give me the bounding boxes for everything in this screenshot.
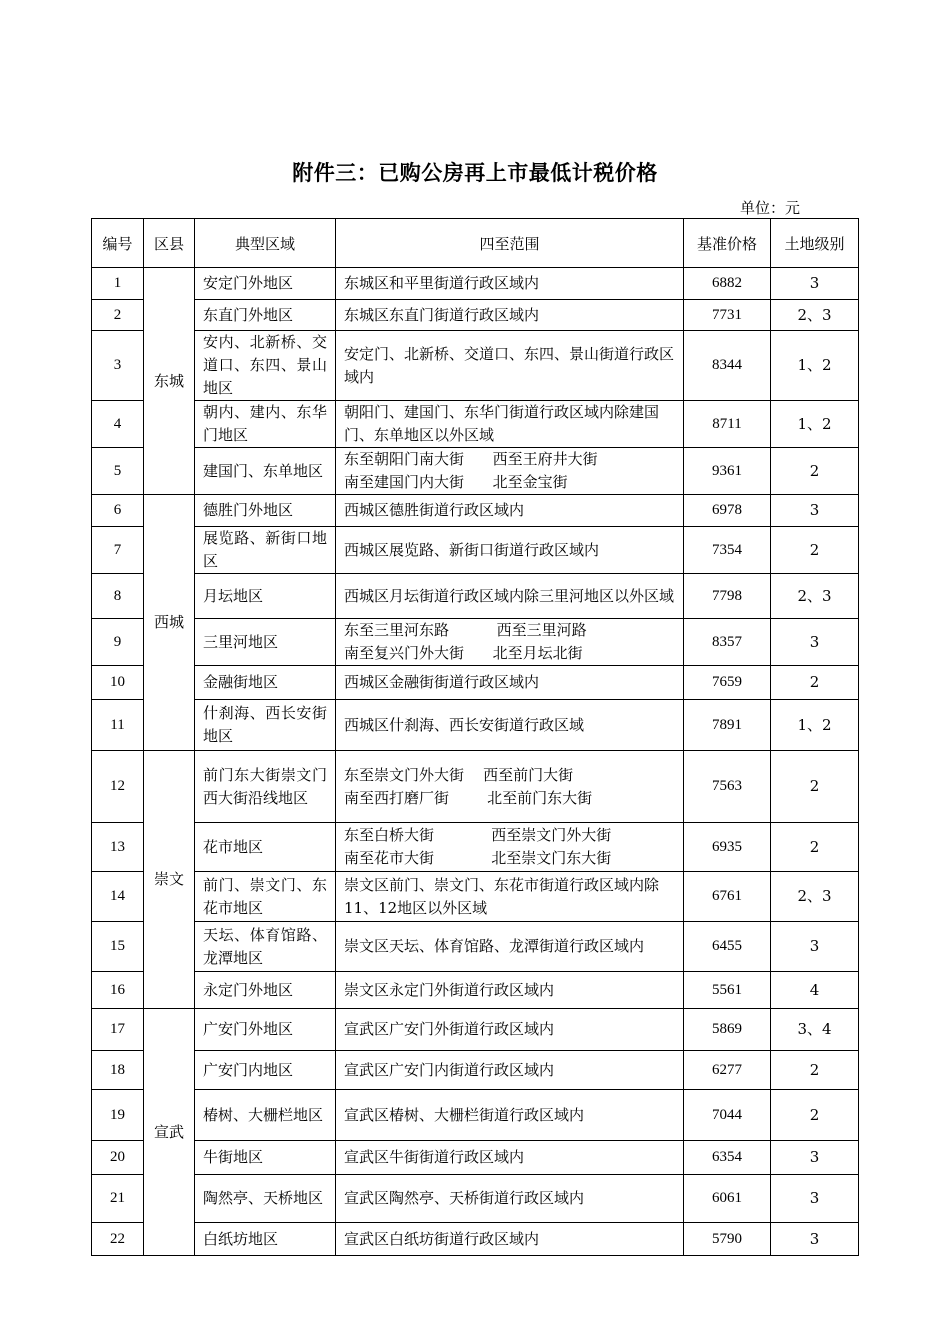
tax-price-table bbox=[91, 218, 859, 1256]
land-level-cell: 2、3 bbox=[771, 872, 859, 922]
scope-line: 崇文区天坛、体育馆路、龙潭街道行政区域内 bbox=[344, 937, 645, 955]
table-row bbox=[92, 972, 859, 1009]
row-number: 15 bbox=[92, 922, 144, 972]
scope-line: 东城区和平里街道行政区域内 bbox=[344, 274, 540, 292]
row-number: 18 bbox=[92, 1051, 144, 1090]
row-number: 19 bbox=[92, 1090, 144, 1141]
scope-line: 崇文区前门、崇文门、东花市街道行政区域内除11、12地区以外区域 bbox=[344, 875, 660, 917]
base-price-cell: 7731 bbox=[684, 300, 771, 331]
table-row bbox=[92, 1175, 859, 1223]
row-number: 22 bbox=[92, 1223, 144, 1256]
scope-cell bbox=[336, 1009, 684, 1051]
row-number: 2 bbox=[92, 300, 144, 331]
row-number: 1 bbox=[92, 268, 144, 300]
typical-area-cell: 白纸坊地区 bbox=[195, 1223, 336, 1256]
land-level-cell: 2 bbox=[771, 1090, 859, 1141]
page-title: 附件三：已购公房再上市最低计税价格 bbox=[292, 160, 658, 185]
scope-line: 南至西打磨厂街 北至前门东大街 bbox=[344, 788, 593, 807]
typical-area-cell: 东直门外地区 bbox=[195, 300, 336, 331]
header-district: 区县 bbox=[144, 219, 195, 268]
base-price-cell: 5561 bbox=[684, 972, 771, 1009]
scope-cell bbox=[336, 331, 684, 401]
table-row bbox=[92, 666, 859, 700]
typical-area-cell: 前门、崇文门、东花市地区 bbox=[195, 872, 336, 922]
row-number: 14 bbox=[92, 872, 144, 922]
base-price-cell: 7891 bbox=[684, 700, 771, 751]
land-level-cell: 3 bbox=[771, 1141, 859, 1175]
row-number: 9 bbox=[92, 619, 144, 666]
land-level-cell: 2、3 bbox=[771, 574, 859, 619]
base-price-cell: 6061 bbox=[684, 1175, 771, 1223]
table-row bbox=[92, 268, 859, 300]
scope-line: 宣武区陶然亭、天桥街道行政区域内 bbox=[344, 1189, 585, 1207]
table-row bbox=[92, 751, 859, 823]
row-number: 3 bbox=[92, 331, 144, 401]
district-cell: 崇文 bbox=[144, 751, 195, 1009]
table-row bbox=[92, 922, 859, 972]
table-row bbox=[92, 1223, 859, 1256]
table-row bbox=[92, 1090, 859, 1141]
base-price-cell: 7563 bbox=[684, 751, 771, 823]
land-level-cell: 2 bbox=[771, 666, 859, 700]
scope-cell bbox=[336, 872, 684, 922]
scope-cell bbox=[336, 1090, 684, 1141]
scope-cell bbox=[336, 401, 684, 448]
land-level-cell: 3、4 bbox=[771, 1009, 859, 1051]
scope-line: 西城区什刹海、西长安街道行政区域 bbox=[344, 715, 585, 734]
land-level-cell: 2 bbox=[771, 1051, 859, 1090]
district-cell: 宣武 bbox=[144, 1009, 195, 1256]
base-price-cell: 8711 bbox=[684, 401, 771, 448]
scope-line: 东至朝阳门南大街 西至王府井大街 bbox=[344, 450, 598, 468]
land-level-cell: 3 bbox=[771, 619, 859, 666]
typical-area-cell: 什刹海、西长安街地区 bbox=[195, 700, 336, 751]
table-row bbox=[92, 823, 859, 872]
typical-area-cell: 花市地区 bbox=[195, 823, 336, 872]
table-row bbox=[92, 401, 859, 448]
scope-line: 宣武区广安门内街道行政区域内 bbox=[344, 1060, 555, 1079]
header-number: 编号 bbox=[92, 219, 144, 268]
scope-cell bbox=[336, 1141, 684, 1175]
header-typical-area: 典型区域 bbox=[195, 219, 336, 268]
base-price-cell: 6882 bbox=[684, 268, 771, 300]
scope-cell bbox=[336, 300, 684, 331]
row-number: 8 bbox=[92, 574, 144, 619]
land-level-cell: 3 bbox=[771, 495, 859, 527]
district-cell: 西城 bbox=[144, 495, 195, 751]
typical-area-cell: 朝内、建内、东华门地区 bbox=[195, 401, 336, 448]
base-price-cell: 5790 bbox=[684, 1223, 771, 1256]
scope-cell bbox=[336, 1051, 684, 1090]
base-price-cell: 7798 bbox=[684, 574, 771, 619]
land-level-cell: 3 bbox=[771, 1175, 859, 1223]
base-price-cell: 7659 bbox=[684, 666, 771, 700]
table-row bbox=[92, 448, 859, 495]
table-row bbox=[92, 527, 859, 574]
scope-line: 东至三里河东路 西至三里河路 bbox=[344, 621, 587, 639]
typical-area-cell: 牛街地区 bbox=[195, 1141, 336, 1175]
district-cell: 东城 bbox=[144, 268, 195, 495]
typical-area-cell: 广安门内地区 bbox=[195, 1051, 336, 1090]
typical-area-cell: 月坛地区 bbox=[195, 574, 336, 619]
row-number: 13 bbox=[92, 823, 144, 872]
table-header-row bbox=[92, 219, 859, 268]
land-level-cell: 2 bbox=[771, 527, 859, 574]
base-price-cell: 5869 bbox=[684, 1009, 771, 1051]
land-level-cell: 1、2 bbox=[771, 401, 859, 448]
row-number: 6 bbox=[92, 495, 144, 527]
scope-cell bbox=[336, 448, 684, 495]
scope-line: 西城区展览路、新街口街道行政区域内 bbox=[344, 540, 600, 559]
scope-cell bbox=[336, 922, 684, 972]
scope-cell bbox=[336, 1175, 684, 1223]
base-price-cell: 6761 bbox=[684, 872, 771, 922]
table-row bbox=[92, 872, 859, 922]
row-number: 21 bbox=[92, 1175, 144, 1223]
table-row bbox=[92, 574, 859, 619]
base-price-cell: 6354 bbox=[684, 1141, 771, 1175]
table-row bbox=[92, 495, 859, 527]
row-number: 7 bbox=[92, 527, 144, 574]
land-level-cell: 3 bbox=[771, 268, 859, 300]
base-price-cell: 6978 bbox=[684, 495, 771, 527]
land-level-cell: 1、2 bbox=[771, 331, 859, 401]
scope-line: 西城区金融街街道行政区域内 bbox=[344, 673, 540, 691]
typical-area-cell: 永定门外地区 bbox=[195, 972, 336, 1009]
header-boundary-scope: 四至范围 bbox=[336, 219, 684, 268]
scope-cell bbox=[336, 495, 684, 527]
base-price-cell: 8344 bbox=[684, 331, 771, 401]
row-number: 11 bbox=[92, 700, 144, 751]
typical-area-cell: 广安门外地区 bbox=[195, 1009, 336, 1051]
typical-area-cell: 安内、北新桥、交道口、东四、景山地区 bbox=[195, 331, 336, 401]
scope-line: 东城区东直门街道行政区域内 bbox=[344, 305, 540, 324]
scope-line: 南至花市大街 北至崇文门东大街 bbox=[344, 849, 612, 867]
scope-cell bbox=[336, 574, 684, 619]
typical-area-cell: 椿树、大栅栏地区 bbox=[195, 1090, 336, 1141]
scope-cell bbox=[336, 823, 684, 872]
scope-cell bbox=[336, 619, 684, 666]
scope-line: 南至建国门内大街 北至金宝街 bbox=[344, 473, 568, 491]
scope-line: 宣武区白纸坊街道行政区域内 bbox=[344, 1229, 540, 1248]
base-price-cell: 6935 bbox=[684, 823, 771, 872]
scope-cell bbox=[336, 751, 684, 823]
scope-cell bbox=[336, 972, 684, 1009]
land-level-cell: 2 bbox=[771, 823, 859, 872]
scope-line: 南至复兴门外大街 北至月坛北街 bbox=[344, 644, 583, 662]
scope-cell bbox=[336, 527, 684, 574]
row-number: 20 bbox=[92, 1141, 144, 1175]
land-level-cell: 2 bbox=[771, 448, 859, 495]
land-level-cell: 3 bbox=[771, 922, 859, 972]
row-number: 5 bbox=[92, 448, 144, 495]
row-number: 4 bbox=[92, 401, 144, 448]
land-level-cell: 2、3 bbox=[771, 300, 859, 331]
typical-area-cell: 建国门、东单地区 bbox=[195, 448, 336, 495]
scope-line: 宣武区椿树、大栅栏街道行政区域内 bbox=[344, 1105, 585, 1124]
typical-area-cell: 前门东大街崇文门西大街沿线地区 bbox=[195, 751, 336, 823]
row-number: 12 bbox=[92, 751, 144, 823]
typical-area-cell: 天坛、体育馆路、龙潭地区 bbox=[195, 922, 336, 972]
scope-line: 西城区德胜街道行政区域内 bbox=[344, 501, 525, 519]
typical-area-cell: 展览路、新街口地区 bbox=[195, 527, 336, 574]
table-row bbox=[92, 1051, 859, 1090]
land-level-cell: 3 bbox=[771, 1223, 859, 1256]
scope-line: 崇文区永定门外街道行政区域内 bbox=[344, 980, 555, 999]
header-land-level: 土地级别 bbox=[771, 219, 859, 268]
base-price-cell: 9361 bbox=[684, 448, 771, 495]
typical-area-cell: 陶然亭、天桥地区 bbox=[195, 1175, 336, 1223]
table-row bbox=[92, 700, 859, 751]
base-price-cell: 7044 bbox=[684, 1090, 771, 1141]
scope-line: 安定门、北新桥、交道口、东四、景山街道行政区域内 bbox=[344, 344, 675, 386]
table-row bbox=[92, 619, 859, 666]
scope-cell bbox=[336, 666, 684, 700]
row-number: 16 bbox=[92, 972, 144, 1009]
typical-area-cell: 安定门外地区 bbox=[195, 268, 336, 300]
base-price-cell: 6277 bbox=[684, 1051, 771, 1090]
table-row bbox=[92, 1009, 859, 1051]
typical-area-cell: 金融街地区 bbox=[195, 666, 336, 700]
base-price-cell: 6455 bbox=[684, 922, 771, 972]
scope-line: 东至崇文门外大街 西至前门大街 bbox=[344, 765, 574, 784]
scope-line: 东至白桥大街 西至崇文门外大街 bbox=[344, 826, 612, 844]
base-price-cell: 7354 bbox=[684, 527, 771, 574]
row-number: 10 bbox=[92, 666, 144, 700]
scope-cell bbox=[336, 700, 684, 751]
header-base-price: 基准价格 bbox=[684, 219, 771, 268]
scope-line: 朝阳门、建国门、东华门街道行政区域内除建国门、东单地区以外区域 bbox=[344, 403, 660, 444]
land-level-cell: 1、2 bbox=[771, 700, 859, 751]
unit-label: 单位：元 bbox=[740, 199, 801, 217]
scope-cell bbox=[336, 1223, 684, 1256]
land-level-cell: 2 bbox=[771, 751, 859, 823]
scope-line: 宣武区广安门外街道行政区域内 bbox=[344, 1020, 555, 1038]
table-row bbox=[92, 1141, 859, 1175]
scope-line: 西城区月坛街道行政区域内除三里河地区以外区域 bbox=[344, 586, 675, 605]
scope-cell bbox=[336, 268, 684, 300]
typical-area-cell: 德胜门外地区 bbox=[195, 495, 336, 527]
table-row bbox=[92, 331, 859, 401]
land-level-cell: 4 bbox=[771, 972, 859, 1009]
typical-area-cell: 三里河地区 bbox=[195, 619, 336, 666]
row-number: 17 bbox=[92, 1009, 144, 1051]
scope-line: 宣武区牛街街道行政区域内 bbox=[344, 1148, 525, 1166]
base-price-cell: 8357 bbox=[684, 619, 771, 666]
table-row bbox=[92, 300, 859, 331]
